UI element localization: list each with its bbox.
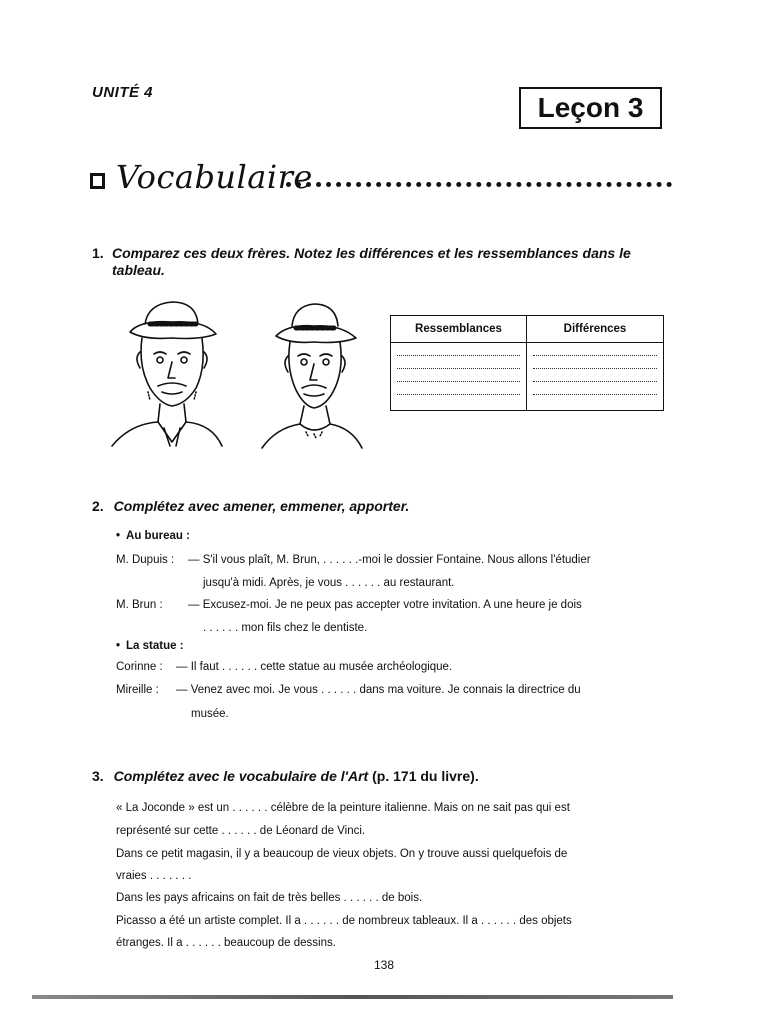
exercise-line: « La Joconde » est un . . . . . . célèbre de la peinture italienne. Mais on ne sait pas qui est [116, 802, 570, 814]
speaker-label: Corinne : [116, 661, 163, 673]
two-brothers-illustration-icon [100, 296, 370, 456]
speaker-label: M. Dupuis : [116, 554, 175, 566]
answer-line[interactable] [397, 356, 520, 369]
dotted-leader [286, 182, 672, 187]
dialogue-line: musée. [191, 708, 229, 720]
answer-line[interactable] [533, 382, 657, 395]
question-number: 3. [92, 768, 104, 784]
dialogue-line: jusqu'à midi. Après, je vous . . . . . . au restaurant. [203, 577, 455, 589]
lesson-title: Leçon 3 [519, 87, 662, 129]
table-header: Différences [527, 316, 663, 343]
page-number: 138 [373, 958, 395, 972]
question-1 [92, 245, 672, 279]
question-number: 2. [92, 498, 104, 514]
dialogue-line: . . . . . . mon fils chez le dentiste. [203, 622, 368, 634]
dialogue-line: — Il faut . . . . . . cette statue au musée archéologique. [176, 661, 453, 673]
table-column-differences [527, 316, 663, 410]
speaker-label: Mireille : [116, 684, 159, 696]
answer-line[interactable] [533, 343, 657, 356]
group-title: • La statue : [116, 640, 184, 652]
answer-line[interactable] [397, 369, 520, 382]
group-title: • Au bureau : [116, 530, 190, 542]
exercise-line: Dans les pays africains on fait de très belles . . . . . . de bois. [116, 892, 423, 904]
exercise-line: Picasso a été un artiste complet. Il a . . . . . . de nombreux tableaux. Il a . . . . . . des objets [116, 915, 572, 927]
exercise-line: étranges. Il a . . . . . . beaucoup de dessins. [116, 937, 336, 949]
dialogue-line: — Venez avec moi. Je vous . . . . . . dans ma voiture. Je connais la directrice du [176, 684, 581, 696]
exercise-line: représenté sur cette . . . . . . de Léonard de Vinci. [116, 825, 366, 837]
question-2 [92, 498, 409, 514]
comparison-table [390, 315, 664, 411]
question-number: 1. [92, 245, 104, 261]
checkbox-icon [90, 173, 105, 189]
section-heading [88, 160, 678, 200]
speaker-label: M. Brun : [116, 599, 163, 611]
unit-label: UNITÉ 4 [92, 84, 154, 101]
question-text: Comparez ces deux frères. Notez les différences et les ressemblances dans le tableau. [112, 245, 631, 278]
bottom-rule [32, 995, 673, 999]
question-text: Complétez avec le vocabulaire de l'Art [113, 768, 369, 784]
dialogue-line: — S'il vous plaît, M. Brun, . . . . . .-moi le dossier Fontaine. Nous allons l'étudier [188, 554, 591, 566]
question-3 [92, 768, 479, 784]
dialogue-line: — Excusez-moi. Je ne peux pas accepter votre invitation. A une heure je dois [188, 599, 582, 611]
answer-line[interactable] [397, 382, 520, 395]
answer-line[interactable] [533, 369, 657, 382]
answer-line[interactable] [397, 343, 520, 356]
table-column-resemblances [391, 316, 527, 410]
table-header: Ressemblances [391, 316, 526, 343]
exercise-line: vraies . . . . . . . [116, 870, 192, 882]
page-reference: (p. 171 du livre). [372, 768, 479, 784]
answer-line[interactable] [533, 356, 657, 369]
section-title: Vocabulaire [116, 158, 313, 196]
exercise-line: Dans ce petit magasin, il y a beaucoup de vieux objets. On y trouve aussi quelquefois de [116, 848, 568, 860]
question-text: Complétez avec amener, emmener, apporter. [113, 498, 410, 514]
